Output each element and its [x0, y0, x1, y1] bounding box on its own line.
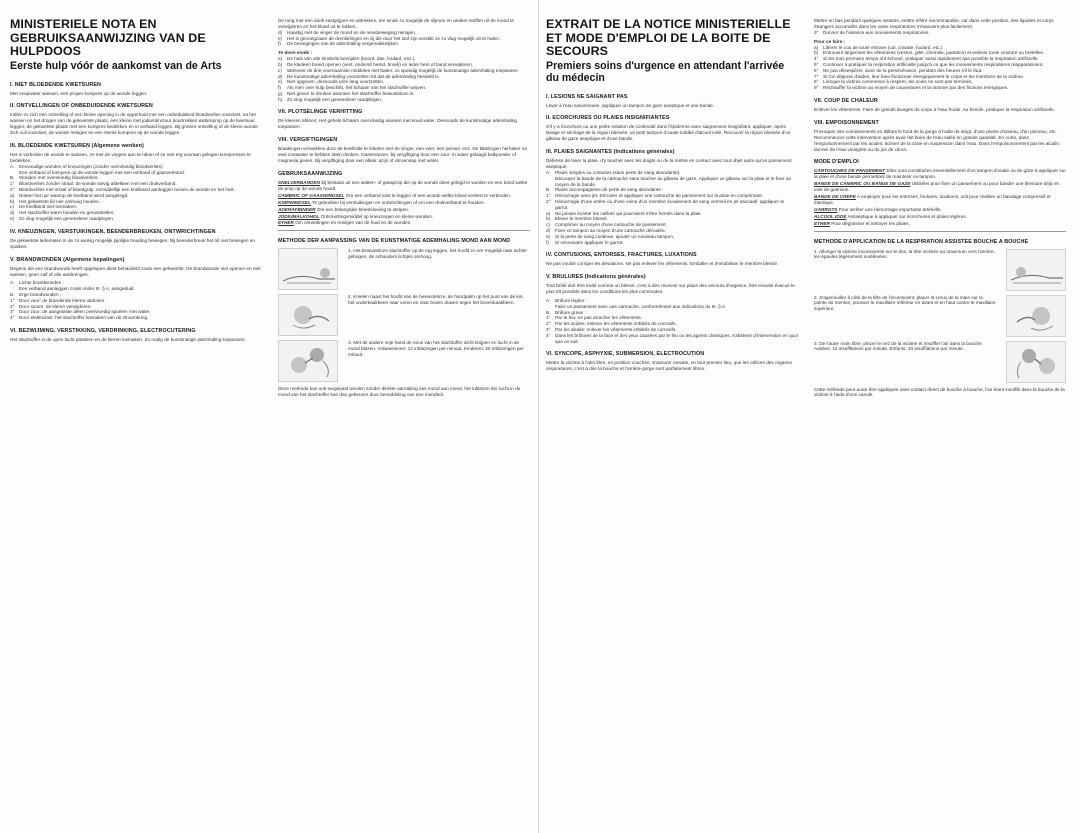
fr-section-text: Tout brûlé doit être traité comme un blessé, c'est à dire recevoir sur place des secours d'urgence, être ensuite évacué le plus tôt possible dans les conditions les plus commodes.	[546, 283, 795, 295]
usage-term: KNIPWINDSEL	[278, 199, 311, 205]
list-item-marker: 2°	[10, 187, 15, 193]
nl-step-3-text: 3. Met de andere vrije hand de neus van het slachtoffer dicht knijpen en lucht in de mond blazen. Volwassenen: 12 inblazingen per minuut. Kinderen: 20 inblazingen per minuut.	[348, 340, 524, 357]
fr-burn-list	[546, 298, 798, 344]
nl-todo-list	[278, 56, 530, 102]
list-item-text: De kunstmatige ademhaling voortzetten tot dat de ademhaling hersteld is.	[287, 73, 440, 79]
list-item-marker: 2°	[546, 198, 551, 204]
fr-step-1-illustration	[1006, 249, 1066, 291]
nl-step-3	[278, 340, 530, 382]
fr-step-3	[814, 341, 1066, 383]
list-item-text: Hémorragie d'une artère ou d'une veine d'un membre écoulement de sang vermeil en jet saccadé: appliquer le garrot.	[555, 198, 785, 210]
nl-section-text: De kleeren afdoen; Het gehele lichaam overvloedig wassen met koud water. Desnoods de kunstmatige ademhaling toepassen.	[278, 118, 517, 130]
list-item-marker: B.	[10, 175, 15, 181]
list-item-text: Het gekwetste lid niet omhoog houden.	[19, 198, 101, 204]
list-item-text: Entrouvrir largement les vêtements (veston, gilet, chemise, pantalon) et enlever toute ceinture ou bretelles.	[823, 50, 1045, 56]
list-item-marker: a)	[546, 210, 551, 216]
nl-burn-list	[10, 280, 262, 321]
nl-section-heading: VII. PLOTSELINGE VERHITTING	[278, 109, 363, 116]
list-item-text: Dans les brûlures de la face et des yeux causées par le feu ou les agents chimiques, s'abstenir d'intervention en quoi que ce soit.	[555, 332, 798, 344]
nl-step-1-illustration	[278, 248, 338, 290]
nl-section-text: Braakingen verwekken door de keelholte te kittelen met de vinger, een veer, een pensel, enz. De kittelingen herhalen na veel zoutwater te hebben laten drinken. Daarentoven, bij vergiftiging door een zuur: in water gelaagd kalkpoeder of magnesia geven. Bij vergiftiging door een alkali: azijn of citroensap met water.	[278, 146, 527, 164]
fold-line	[538, 0, 539, 833]
list-item	[814, 30, 1066, 36]
list-item-text: Het slachtoffer warm houden en geruststellen.	[19, 210, 115, 216]
nl-section-heading: II. ONTVELLINGEN OF ONBEDUIDENDE KWETSUREN	[10, 103, 153, 110]
list-item	[546, 240, 798, 246]
fr-section-heading: I. LESIONS NE SAIGNANT PAS	[546, 93, 628, 100]
fr-step-2-text: 2. S'agenouiller à côté de la tête de l'inconscient, placer la creux de la main sur la pointe du menton, pousser le maxillaire inférieur en avant et en haut contre le maxillaire supérieur.	[814, 294, 996, 312]
list-item-text: Erge brandwonden :	[19, 292, 62, 298]
list-item-text: Lichte brandwonden :	[19, 280, 64, 286]
list-item-text: Door zuur: de aangetaste delen overvloedig spoelen met water.	[19, 309, 151, 315]
list-item-text: Comprimer au moyen d'une cartouche de pansement.	[555, 222, 667, 228]
list-item-text: Een verband of kompres op de wonde leggen met een verband of gaasverband.	[19, 169, 185, 175]
usage-item	[814, 181, 1066, 193]
fr-section-heading: III. PLAIES SAIGNANTES (Indications générales)	[546, 149, 675, 156]
nl-section-text: Degene die een brandwonde heeft opgelopen dient behandeld zoals een gekwetste. De brandwonde niet openen en niet wassen, geen zalf of olie aanbrengen.	[10, 265, 261, 277]
usage-item	[278, 207, 530, 213]
list-item	[546, 199, 798, 211]
list-item-marker: a)	[10, 192, 15, 198]
list-item-text: Ne pas désespérer, avoir de la persévérance, pendant des heures s'il le faut.	[823, 67, 983, 73]
fr-title: EXTRAIT DE LA NOTICE MINISTERIELLE ET MODE D'EMPLOI DE LA BOITE DE SECOURS	[546, 18, 791, 58]
list-item-marker: d)	[546, 227, 551, 233]
list-item-marker: B.	[10, 292, 15, 298]
nl-usage-heading: GEBRUIKSAANWIJZING	[278, 171, 343, 178]
list-item	[10, 315, 262, 321]
list-item	[814, 85, 1066, 91]
list-item-text: Libérer le cou de toute entrave (col, cravate, foulard, etc.).	[823, 44, 944, 50]
nl-column-1	[10, 18, 262, 818]
fr-col2-list	[814, 30, 1066, 36]
nl-title: MINISTERIELE NOTA EN GEBRUIKSAANWIJZING VAN DE HULPDOOS	[10, 18, 206, 58]
usage-item	[814, 168, 1066, 180]
usage-term: GARROTS	[814, 206, 838, 212]
list-item-text: Door elektriciteit: het slachtoffer losmaken van de stroomkring.	[19, 315, 149, 321]
list-item-marker: c)	[10, 204, 14, 210]
list-item-text: Het is genoegzaam de drenkelingen en zij die door het stof zijn verstikt ze zo vlug mogelijk uit te halen.	[287, 35, 501, 41]
usage-text: Antiseptique à appliquer sur écorchures et plaies légères.	[847, 213, 967, 219]
usage-text: Elles sont constituées essentiellement d'un tampon d'ouate ou de gaze à appliquer sur la plaie et d'une bande permettant de maintenir ce tampon.	[814, 168, 1066, 180]
fr-section-heading: VIII. EMPOISONNEMENT	[814, 119, 879, 126]
usage-item	[278, 180, 530, 192]
fr-column-2	[814, 18, 1066, 818]
list-item-marker: 8°	[814, 79, 819, 85]
list-item-marker: 5°	[814, 61, 819, 67]
fr-bleed-list	[546, 170, 798, 245]
fr-mouth-heading: METHODE D'APPLICATION DE LA RESPIRATION ASSISTEE BOUCHE A BOUCHE	[814, 238, 1029, 245]
fr-step-2	[814, 295, 1066, 337]
list-item-marker: d)	[10, 210, 15, 216]
fr-step-1-text: 1. Allonger la victime inconsciente sur le dos, la tête inclinée au maximum vers l'arrière, les épaules légèrement surélevées.	[814, 248, 995, 260]
list-item-marker: 1°	[546, 315, 551, 321]
nl-bleed-list	[10, 164, 262, 222]
nl-column-2	[278, 18, 530, 818]
usage-text: Te gebruiken bij verstuikingen en ontwrichtingen of om een drukverband te houden.	[312, 199, 485, 205]
list-item-marker: 4°	[10, 315, 15, 321]
list-item-marker: a)	[814, 44, 819, 50]
nl-usage-list	[278, 180, 530, 226]
list-item-text: Si nécessaire appliquer le garrot.	[555, 239, 624, 245]
list-item-text: Faire un pansement avec une cartouche, conformément aux indications du III. § A.	[555, 303, 727, 309]
usage-item	[814, 194, 1066, 206]
usage-term: JODIUMALKOHOL	[278, 213, 320, 219]
nl-section-heading: VIII. VERGIFTIGINGEN	[278, 137, 338, 144]
list-item-text: Si l'on dispose d'aides, leur faire frictionner énergiquement le corps et les membres de la victime.	[823, 73, 1025, 79]
nl-mouth-heading: METHODE DER AANPASSING VAN DE KUNSTMATIGE ADEMHALING MOND AAN MOND	[278, 238, 511, 245]
usage-text: Om een belangrijke bloedvloeiing te stelpen.	[316, 206, 410, 212]
list-item-marker: g)	[278, 90, 283, 96]
list-item-text: De bewegingen van de ademhaling vergemakkelijken.	[287, 41, 400, 47]
usage-item	[278, 214, 530, 220]
list-item-marker: 3°	[814, 29, 819, 35]
list-item-marker: B.	[546, 309, 551, 315]
usage-term: CAMBRIC OF GAASWINDSEL	[278, 192, 345, 198]
list-item-text: Niet opgeven, desnoods uren lang voortzetten.	[287, 79, 385, 85]
nl-sections-1	[10, 82, 262, 164]
usage-term: BANDE DE CREPE	[814, 194, 856, 200]
list-item-text: Brûlure légère :	[555, 298, 588, 304]
fr-section-text: Laver à l'eau savonneuse, appliquer un tampon de gaze aseptique et une bande.	[546, 102, 715, 108]
usage-text: Pour arrêter une hémorragie importante artérielle.	[838, 206, 942, 212]
fr-step-3-illustration	[1006, 341, 1066, 383]
list-item-text: De kledeen breed openen (vest, onderst/ hemd, broek) en ieder hem of band verwijderen.	[287, 61, 474, 67]
fr-usage-list	[814, 168, 1066, 226]
nl-section-text: De gekwetste ledematen in de zo weinig mogelijk pijnlijke houding bewegen. Bij beenderbreuk het lid niet bewegen en spalken.	[10, 237, 255, 249]
nl-section-heading: V. BRANDWONDEN (Algemene bepalingen)	[10, 256, 125, 263]
fr-section-text: S'il y a écorchure ou une petite solution de continuité dans l'épiderme avec saignement insignifiant, appliquer, après lavage et séchage de la région blessée, un petit tampon d'ouate imbibé d'alcool iodé. Recouvrir la région blessée d'un gâteau de gaze aseptique et d'une bande.	[546, 124, 791, 142]
nl-step-3-illustration	[278, 340, 338, 382]
list-item	[546, 333, 798, 345]
list-item-text: Par les acides: enlever les vêtements imbibés de corrosifs.	[555, 321, 677, 327]
usage-item	[278, 220, 530, 226]
list-item-marker: A.	[10, 163, 15, 169]
fr-mouth-footer: Cette méthode peut aussi être appliquée sans contact direct de bouche à bouche, l'air étant insufflé dans la bouche de la victime à l'aide d'une canule.	[814, 386, 1065, 398]
usage-text: Utilisées pour fixer un pansement ou pour bander une blessure déjà en voie de guérison.	[814, 181, 1060, 193]
fr-section-text: Défense de laver la plaie, d'y toucher avec les doigts ou de la mettre en contact avec tout objet autre qu'un pansement aseptique.	[546, 158, 792, 170]
usage-text: Pour dégraisser et nettoyer les plaies.	[831, 220, 910, 226]
list-item-text: Si la perte de sang continue, ajouter un nouveau tampon.	[555, 233, 675, 239]
usage-term: ALCOOL IODE	[814, 213, 847, 219]
list-item-marker: 2°	[546, 321, 551, 327]
list-item-text: Een verband aanleggen zoals onder III. § A, aangeduid.	[19, 286, 135, 292]
list-item-marker: A.	[546, 169, 551, 175]
list-item-marker: b)	[278, 61, 283, 67]
usage-item	[814, 221, 1066, 227]
fr-mouth-panel	[814, 231, 1066, 399]
list-item-text: Brûlure grave :	[555, 309, 586, 315]
list-item-text: Réchauffer la victime au moyen de couvertures et la ranimer par des frictions énergiques.	[823, 85, 1009, 91]
usage-term: ADERAFBINDER	[278, 206, 316, 212]
list-item-text: Niet geven te drinken wanneer het slachtoffer bewusteloos is.	[287, 90, 415, 96]
usage-term: ETHER	[814, 220, 830, 226]
list-item-text: Par les alcalis: enlever les vêtements imbibés de corrosifs.	[555, 327, 677, 332]
nl-step-1-text: 1. Het bewusteloze slachtoffer op de rug leggen, het hoofd zo ver mogelijk naar achter gebogen, de schouders lichtjes omhoog.	[348, 248, 527, 260]
usage-term: ETHER	[278, 220, 294, 226]
list-item-text: Lorsque la victime commence à respirer, les soins ne sont pas terminés.	[823, 79, 973, 85]
list-item-marker: 2°	[10, 303, 15, 309]
list-item-marker: a)	[278, 56, 283, 62]
list-item-marker: f)	[278, 85, 281, 91]
list-item	[546, 176, 798, 188]
fr-section-heading: V. BRULURES (Indications générales)	[546, 274, 646, 281]
list-item-text: Haastig met de vinger de mond en de neusbeweging reinigen.	[287, 29, 416, 35]
nl-step-2	[278, 294, 530, 336]
usage-text: Om ontvettingen en reinigen van de huid en de wonden.	[295, 220, 412, 226]
list-item	[10, 216, 262, 222]
list-item-text: Elever le membre blessé.	[555, 216, 608, 222]
list-item-text: Continuer à pratiquer la respiration artificielle jusqu'à ce que les mouvements respiratoires réapparaissent.	[823, 61, 1044, 67]
list-item-marker: 9°	[814, 85, 819, 91]
usage-item	[814, 207, 1066, 213]
fr-section-heading: IV. CONTUSIONS, ENTORSES, FRACTURES, LUXATIONS	[546, 252, 697, 259]
list-item-marker: 6°	[814, 67, 819, 73]
nl-section-text: Het is verboden de wonde te wassen, ze met de vingers aan te raken of ze met erg vooraan gelegen kompressen te bedekken.	[10, 152, 251, 163]
fr-col2-intro: Mettre en bas pendant quelques instants, mettre d'être recommandée, car dans cette position, des liquides et corps étrangers accumulés dans les voies respiratoires s'évacuent plus facilement.	[814, 18, 1054, 29]
nl-section-text: Het slachtoffer in de open lucht plaatsen en de kleren losmaken. Zo nodig de kunstmatige ademhaling toepassen.	[10, 337, 246, 343]
list-item-text: Plaies accompagnées de perte de sang abondante :	[555, 187, 664, 193]
fr-section-text: Provoquer des vomissements en titillant le fond de la gorge à l'aide du doigt, d'une plume d'oiseau, d'un pinceau, etc. Recommencer cette intervention après avoir fait boire de l'eau salée en grande quantité. En outre, dans l'empoisonnement par les acides: donner de la craie en suspension dans l'eau. Dans l'empoisonnement par les alcalis: donner de l'eau vinaigrée ou du jus de citron.	[814, 128, 1061, 152]
nl-section-text: Indien er zich een ontvelling of een kleine opening in de opperhuid met een onbeduidend bloedverlies voordoet, na het wassen en het drogen van de gekwetste plaats, een kleine met jodiumtinctuur doortrokken wattenprop op de kwetsuur leggen, de gekwetste plaats met een kompres bedekken en in verband leggen. Bij grotere ontvelling of de kleine wonde zich vuil voordoet, de wonde reinigen en een steriel kompres op de wonde leggen.	[10, 112, 258, 136]
list-item-text: Zo vlug mogelijk een geneesheer raadplegen.	[287, 96, 383, 102]
list-item-text: Als men over hulp beschikt, het lichaam van het slachtoffer wrijven.	[287, 85, 427, 91]
list-item-text: Fixer ce tampon au moyen d'une cartouche déroulée.	[555, 227, 666, 233]
list-item-text: Bloedverlies zonder straal: de wonde stevig afdekken met een drukverband.	[19, 181, 177, 187]
nl-mouth-panel	[278, 230, 530, 398]
list-item-marker: d)	[278, 73, 283, 79]
nl-col2-intro: De tong met een doek vastgrijpen en uittrekken, ten einde zo mogelijk de slijmen en andere stoffen uit de mond te verwijderen en het bloed uit te lokken.	[278, 18, 514, 29]
list-item-marker: b)	[814, 50, 819, 56]
nl-subtitle: Eerste hulp vóór de aankomst van de Arts	[10, 59, 222, 72]
list-item-marker: 1°	[10, 297, 15, 303]
page-fr	[546, 18, 1070, 818]
list-item-text: Door vuur: de brandende kleren uitdoven.	[19, 297, 106, 303]
usage-term: BANDE DE CAMBRIC OU BANDE DE GAZE	[814, 181, 911, 187]
list-item-marker: f)	[278, 41, 281, 47]
list-item-marker: e)	[278, 35, 283, 41]
nl-section-heading: IV. KNEUZINGEN, VERSTUIKINGEN, BEENDERBREUKEN, ONTWRICHTINGEN	[10, 228, 216, 235]
list-item-marker: 1°	[546, 193, 551, 199]
nl-section-heading: I. NIET BLOEDENDE KWETSUREN	[10, 81, 102, 88]
fr-section-text: Mettre la victime à l'abri libre, en position couchée. S'assurer ensuite, en tout premier lieu, que les orifices des organes respiratoires, c'est à dire la bouche et l'arrière-gorge sont parfaitement libres.	[546, 360, 792, 372]
list-item-text: Zo vlug mogelijk een geneesheer raadplegen.	[19, 216, 115, 222]
list-item-text: Découper la bande de la cartouche sans toucher au gâteau de gaze. Appliquer ce gâteau sur la plaie et le fixer au moyen de la bande.	[555, 175, 792, 187]
fr-column-1	[546, 18, 798, 818]
list-item-marker: 7°	[814, 73, 819, 79]
nl-section-text: Met zeepwater wassen, een proper kompres op de wonde leggen.	[10, 90, 148, 96]
list-item-text: Plaies simples ou contuses (sans perte de sang abondante):	[555, 169, 681, 175]
fr-todo-list	[814, 45, 1066, 91]
fr-subtitle: Premiers soins d'urgence en attendant l'arrivée du médecin	[546, 59, 785, 84]
list-item-text: De knelband niet losmaken.	[19, 204, 77, 210]
list-item-text: Bloedverlies met straal of bloedgulp: onmiddellijk een knelband aanleggen tussen de wonde en het hart.	[19, 187, 235, 193]
nl-step-1	[278, 248, 530, 290]
list-item-text: Noteer het uur waarop de knelband werd aangelegd.	[19, 192, 129, 198]
page-nl	[10, 18, 534, 818]
list-item-marker: e)	[546, 233, 551, 239]
list-item-text: Hémorragie sans jet. Dérouler et appliquer une cartouche de pansement sur la plaie en comprimant.	[555, 193, 763, 199]
list-item-marker: f)	[546, 239, 549, 245]
fr-step-2-illustration	[1006, 295, 1066, 337]
usage-text: A employer pour les entorses, foulures, luxations, soit pour réaliser un bandage compressif et élastique.	[814, 194, 1051, 205]
usage-item	[278, 200, 530, 206]
fr-step-3-text: 3. De l'autre main libre, pincer le nez de la victime et insuffler l'air dans la bouche. Adultes: 12 insufflations par minute. Enfants: 20 insufflations par minute.	[814, 340, 983, 352]
list-item-marker: e)	[10, 216, 15, 222]
fr-usage-heading: MODE D'EMPLOI	[814, 159, 859, 166]
fr-todo-label: Pour ce faire :	[814, 38, 846, 44]
list-item-text: Ne jamais écarter les caillots qui pourraient s'être formés dans la plaie.	[555, 210, 702, 216]
list-item-marker: 4°	[814, 56, 819, 62]
list-item-marker: d)	[278, 29, 283, 35]
list-item-marker: 4°	[546, 332, 551, 338]
usage-item	[278, 193, 530, 199]
list-item	[278, 97, 530, 103]
usage-text: Om een verband vast te leggen of een wonde welke bloed verliest te verbinden.	[345, 192, 512, 198]
list-item-marker: 1°	[10, 181, 15, 187]
list-item-marker: c)	[546, 222, 550, 228]
nl-todo-label: Te doen einde :	[278, 50, 313, 56]
fr-section-text: Ne pas vouloir corriger les déviations. Ne pas enlever les vêtements. Emballer et immobiliser le membre blessé.	[546, 261, 779, 267]
list-item-marker: b)	[10, 198, 15, 204]
usage-term: SNELVERBANDEN	[278, 180, 320, 186]
list-item-marker: 3°	[10, 309, 15, 315]
fr-section-text: Enlever les vêtements. Faire de grands lavages du corps à l'eau froide. Au besoin, pratiquer la respiration artificielle.	[814, 106, 1055, 112]
list-item-marker: B.	[546, 187, 551, 193]
nl-step-2-illustration	[278, 294, 338, 336]
usage-text: Zij bestaan uit een watten- of gaasprop die op de wonde dient gelegd te worden en een band welke de prop op de wonde houdt.	[278, 180, 528, 191]
fr-section-heading: VI. SYNCOPE, ASPHYXIE, SUBMERSION, ELECTROCUTION	[546, 351, 705, 358]
list-item	[278, 41, 530, 47]
list-item-marker: A.	[10, 280, 15, 286]
list-item-text: Donner de l'aisance aux mouvements respiratoires.	[823, 29, 930, 35]
list-item-marker: c)	[278, 67, 282, 73]
list-item-text: Wanneer de drie voornaamste middelen niet baten, zo spoedig mogelijk de kunstmatige ademhaling toepassen.	[287, 67, 519, 73]
list-item-text: Eenvoudige wonden of kneuzingen (zonder overvloedig bloedverlies):	[19, 163, 164, 169]
nl-col2-list	[278, 30, 530, 47]
list-item-text: De hals van alle hinderlis bevrijden (boord, das, foulard, enz.).	[287, 56, 416, 62]
list-item-marker: e)	[278, 79, 283, 85]
nl-section-heading: VI. BEZWIJMING, VERSTIKKING, VERDRINKING, ELECTROCUTERING	[10, 328, 196, 335]
fr-section-heading: II. ECORCHURES OU PLAIES INSIGNIFIANTES	[546, 115, 670, 122]
usage-term: CARTOUCHES DE PANSEMENT	[814, 168, 886, 174]
nl-mouth-footer: Deze methode kan ook toegepast worden zonder direkte aanraking van mond aan mond, het inblazen der lucht in de mond van het slachtoffer kan dan gebeuren door bemiddeling van een mondtuit.	[278, 386, 521, 398]
list-item-marker: 3°	[546, 327, 551, 332]
list-item-text: Wonden met overvloedig bloedverlies:	[19, 175, 99, 181]
list-item-text: Par le feu: ne pas arracher les vêtements.	[555, 315, 643, 321]
fr-section-heading: VII. COUP DE CHALEUR	[814, 97, 878, 104]
list-item-text: Si les trois premiers temps ont échoué, pratiquer aussi rapidement que possible la respiration artificielle.	[823, 56, 1039, 62]
nl-section-heading: III. BLOEDENDE KWETSUREN (Algemene wenken)	[10, 143, 144, 150]
nl-step-2-text: 2. Knielen naast het hoofd van de bewusteloze, de handpalm op het punt van de kin, het onderkaakbeen naar voren en naar boven duwen tegen het bovenkaakbeen.	[348, 294, 524, 306]
list-item-text: Door stoom: de kleren verwijderen.	[19, 303, 92, 309]
list-item-marker: h)	[278, 96, 283, 102]
fr-step-1	[814, 249, 1066, 291]
list-item-marker: b)	[546, 216, 551, 222]
usage-item	[814, 214, 1066, 220]
usage-text: Ontsmettingsmiddel op kneuzingen en kleine wonden.	[320, 213, 434, 219]
list-item-marker: A.	[546, 298, 551, 304]
